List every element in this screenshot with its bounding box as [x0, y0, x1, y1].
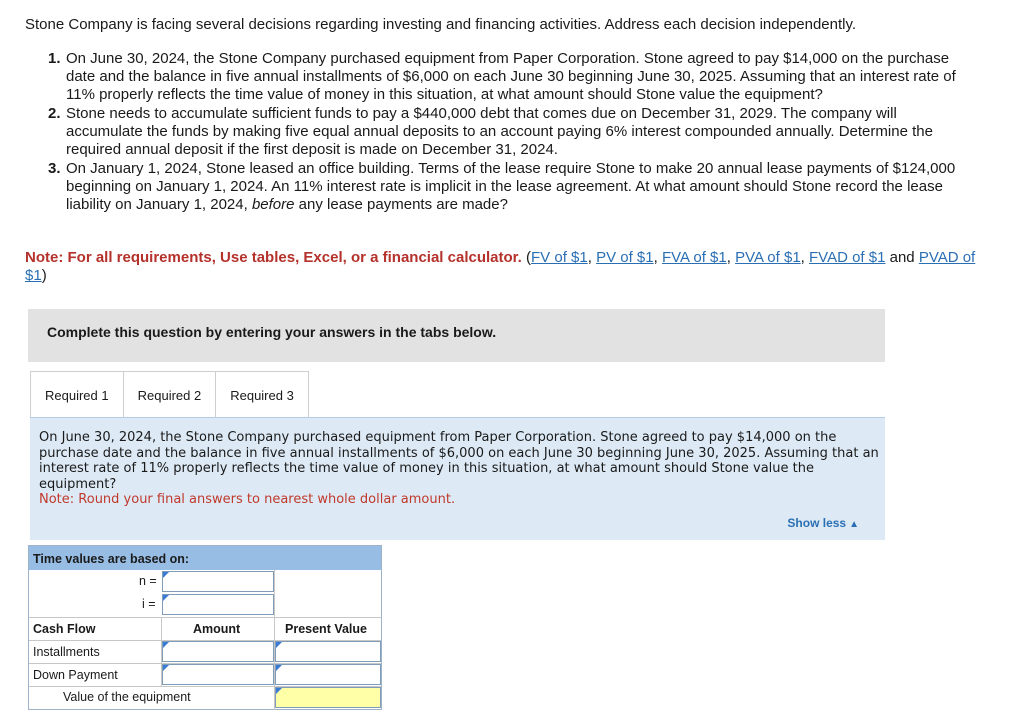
note-label: Note: For all requirements, Use tables, Excel, or a financial calculator.	[25, 249, 522, 266]
instructions-banner	[28, 309, 885, 362]
col-amount: Amount	[193, 622, 241, 636]
link-separator: ,	[653, 249, 662, 266]
panel-question	[39, 430, 881, 508]
question-3	[48, 160, 964, 214]
note-paren: )	[41, 267, 47, 284]
show-less-button[interactable]	[787, 516, 859, 530]
note-line	[25, 249, 985, 285]
tab-required-1[interactable]: Required 1	[30, 371, 124, 418]
question-text-emphasis: before	[251, 196, 295, 213]
question-number: 3.	[48, 160, 61, 177]
table-header: Time values are based on:	[29, 546, 381, 570]
col-cash-flow: Cash Flow	[33, 622, 96, 636]
instructions-text: Complete this question by entering your answers in the tabs below.	[47, 324, 497, 340]
intro-text: Stone Company is facing several decisions regarding investing and financing activities. Address each decision independently.	[25, 16, 857, 33]
note-paren: (	[521, 249, 532, 266]
row-label-installments: Installments	[33, 645, 100, 659]
divider	[29, 617, 381, 618]
question-text: On June 30, 2024, the Stone Company purchased equipment from Paper Corporation. Stone agreed to pay $14,000 on the purchase date and the balance in five annual installments of $6,000 on each June 30 beginning June 30, 2025. Assuming that an interest rate of 11% properly reflects the time value of money in this situation, at what amount should Stone value the equipment?	[66, 50, 956, 103]
installments-pv-input[interactable]	[275, 641, 381, 662]
installments-amount-input[interactable]	[162, 641, 274, 662]
equipment-value-input[interactable]	[275, 687, 381, 708]
triangle-up-icon: ▲	[849, 519, 859, 530]
down-payment-amount-input[interactable]	[162, 664, 274, 685]
tab-required-2[interactable]: Required 2	[124, 371, 217, 418]
requirement-tabs	[30, 371, 309, 418]
link-and: and	[885, 249, 919, 266]
show-less-label: Show less	[787, 516, 847, 530]
link-fva-of-1[interactable]: FVA of $1	[661, 249, 727, 266]
link-separator: ,	[726, 249, 736, 266]
question-number: 1.	[48, 50, 61, 67]
question-text: any lease payments are made?	[294, 196, 508, 213]
total-label: Value of the equipment	[63, 690, 191, 704]
col-present-value: Present Value	[285, 622, 367, 636]
tab-panel-required-1	[30, 417, 885, 540]
down-payment-pv-input[interactable]	[275, 664, 381, 685]
link-separator: ,	[587, 249, 597, 266]
panel-note: Note: Round your final answers to nearest whole dollar amount.	[39, 492, 456, 508]
i-label: i =	[142, 597, 156, 611]
i-input[interactable]	[162, 594, 274, 615]
link-fvad-of-1[interactable]: FVAD of $1	[809, 249, 886, 266]
link-separator: ,	[800, 249, 810, 266]
link-fv-of-1[interactable]: FV of $1	[531, 249, 588, 266]
link-pvad-of-1[interactable]: PVAD of $1	[25, 249, 976, 284]
row-label-down-payment: Down Payment	[33, 668, 118, 682]
question-text: On January 1, 2024, Stone leased an office building. Terms of the lease require Stone to make 20 annual lease payments of $124,000 beginning on January 1, 2024. An 11% interest rate is implicit in the lease agreement. At what amount should Stone record the lease liability on January 1, 2024,	[66, 160, 956, 213]
time-values-table	[28, 545, 382, 710]
tab-required-3[interactable]: Required 3	[216, 371, 309, 418]
question-text: Stone needs to accumulate sufficient funds to pay a $440,000 debt that comes due on December 31, 2029. The company will accumulate the funds by making five equal annual deposits to an account paying 6% interest compounded annually. Determine the required annual deposit if the first deposit is made on December 31, 2024.	[66, 105, 933, 158]
panel-question-text: On June 30, 2024, the Stone Company purchased equipment from Paper Corporation. Stone agreed to pay $14,000 on the purchase date and the balance in five annual installments of $6,000 on each June 30 beginning June 30, 2025. Assuming that an interest rate of 11% properly reflects the time value of money in this situation, at what amount should Stone value the equipment?	[39, 430, 879, 492]
question-number: 2.	[48, 105, 61, 122]
question-list	[48, 50, 964, 215]
n-input[interactable]	[162, 571, 274, 592]
n-label: n =	[139, 574, 157, 588]
question-1	[48, 50, 964, 104]
link-pv-of-1[interactable]: PV of $1	[596, 249, 654, 266]
link-pva-of-1[interactable]: PVA of $1	[735, 249, 801, 266]
question-2	[48, 105, 964, 159]
